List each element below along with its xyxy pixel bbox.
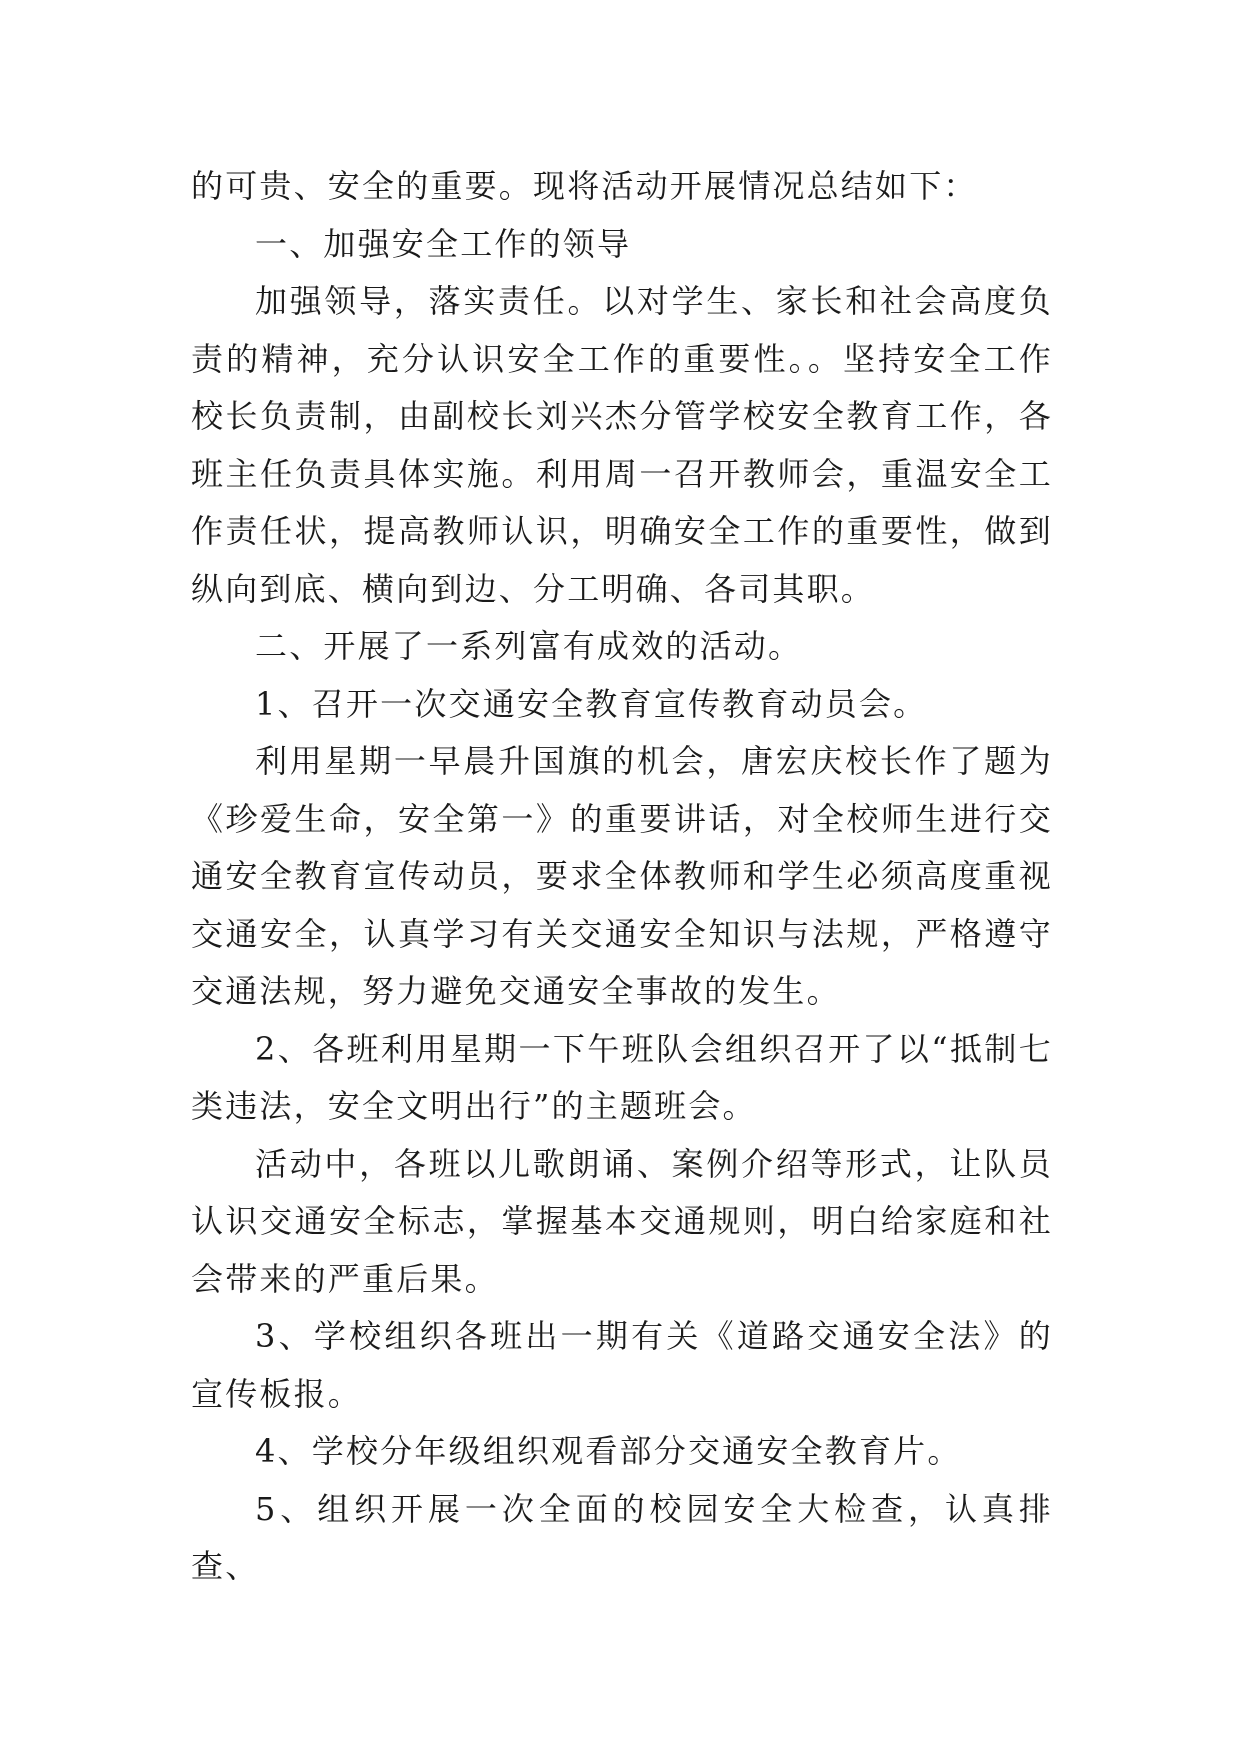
list-item-1: 1、召开一次交通安全教育宣传教育动员会。 xyxy=(255,684,928,723)
section-heading-2: 二、开展了一系列富有成效的活动。 xyxy=(255,627,803,665)
document-body xyxy=(191,158,1053,1596)
list-item-2: 2、各班利用星期一下午班队会组织召开了以“抵制七类违法，安全文明出行”的主题班会。 xyxy=(191,1029,1053,1125)
paragraph-intro-continuation: 的可贵、安全的重要。现将活动开展情况总结如下： xyxy=(191,167,978,205)
paragraph-flag-ceremony: 利用星期一早晨升国旗的机会，唐宏庆校长作了题为《珍爱生命，安全第一》的重要讲话，对全校师生进行交通安全教育宣传动员，要求全体教师和学生必须高度重视交通安全，认真学习有关交通安全知识与法规，严格遵守交通法规，努力避免交通安全事故的发生。 xyxy=(191,742,1053,1010)
list-item-3: 3、学校组织各班出一期有关《道路交通安全法》的宣传板报。 xyxy=(191,1317,1053,1413)
section-heading-1: 一、加强安全工作的领导 xyxy=(255,224,632,263)
paragraph-activities: 活动中，各班以儿歌朗诵、案例介绍等形式，让队员认识交通安全标志，掌握基本交通规则，明白给家庭和社会带来的严重后果。 xyxy=(191,1144,1053,1298)
list-item-5: 5、组织开展一次全面的校园安全大检查，认真排查、 xyxy=(191,1489,1053,1585)
list-item-4: 4、学校分年级组织观看部分交通安全教育片。 xyxy=(255,1432,962,1470)
paragraph-leadership: 加强领导，落实责任。以对学生、家长和社会高度负责的精神，充分认识安全工作的重要性。。坚持安全工作校长负责制，由副校长刘兴杰分管学校安全教育工作，各班主任负责具体实施。利用周一召开教师会，重温安全工作责任状，提高教师认识，明确安全工作的重要性，做到纵向到底、横向到边、分工明确、各司其职。 xyxy=(191,282,1053,608)
